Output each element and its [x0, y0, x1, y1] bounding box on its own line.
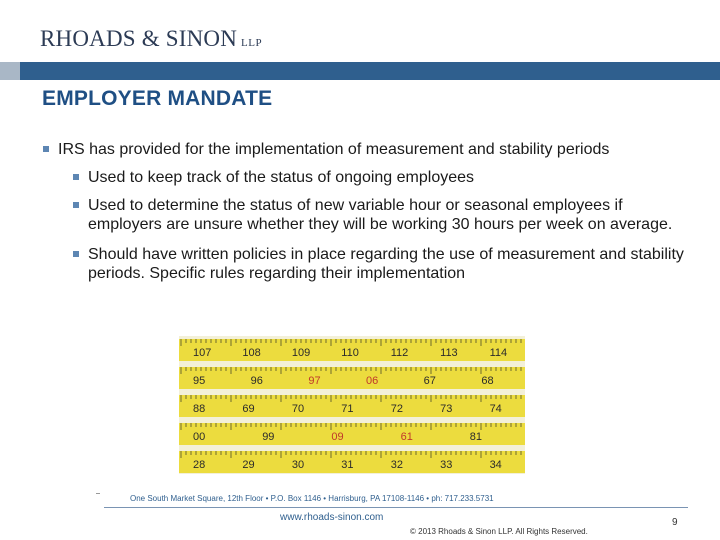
- tape-number: 73: [440, 403, 453, 415]
- logo-name: RHOADS & SINON: [40, 26, 238, 51]
- measuring-tape-photo: [179, 336, 525, 474]
- bullet-square-icon: [73, 202, 79, 208]
- bullet-text: Used to determine the status of new variable hour or seasonal employees if employers are unsure whether they will be working 30 hours per week on average.: [88, 197, 673, 233]
- tape-number: 99: [262, 431, 275, 443]
- tape-number: 107: [193, 347, 212, 359]
- tape-number: 31: [341, 459, 354, 471]
- tape-number: 33: [440, 459, 453, 471]
- bullet-text: Used to keep track of the status of ongoing employees: [88, 169, 475, 186]
- tape-number: 06: [366, 375, 379, 387]
- tape-number: 88: [193, 403, 206, 415]
- logo-suffix: LLP: [241, 37, 263, 49]
- tape-number: 109: [291, 347, 311, 359]
- sub-bullet-item: [42, 168, 692, 187]
- tape-number: 74: [489, 403, 502, 415]
- tape-number: 00: [193, 431, 206, 443]
- sub-bullet-item: [42, 196, 692, 234]
- footer-url: www.rhoads-sinon.com: [280, 512, 384, 523]
- tape-number: 67: [423, 375, 436, 387]
- tape-number: 110: [341, 347, 359, 359]
- tape-number: 108: [242, 347, 261, 359]
- bullet-item: [42, 140, 692, 159]
- tape-number: 28: [193, 459, 206, 471]
- footer-divider: [104, 507, 688, 508]
- tape-number: 97: [308, 375, 321, 387]
- page-number: 9: [672, 517, 678, 528]
- bullet-text: Should have written policies in place regarding the use of measurement and stability periods. Specific rules regarding their implementation: [88, 246, 684, 282]
- header-band-main: [20, 62, 720, 80]
- tape-number: 34: [489, 459, 502, 471]
- tape-number: 112: [390, 347, 409, 359]
- bullet-square-icon: [73, 174, 79, 180]
- tape-number: 30: [291, 459, 305, 471]
- tape-number: 61: [400, 431, 413, 443]
- footer-rule-mark: [96, 493, 100, 494]
- bullet-square-icon: [73, 251, 79, 257]
- tape-number: 09: [331, 431, 344, 443]
- header-band: [0, 62, 720, 80]
- tape-number: 68: [481, 375, 494, 387]
- tape-number: 72: [390, 403, 403, 415]
- header-band-accent: [0, 62, 20, 80]
- bullet-list: [42, 140, 692, 283]
- bullet-square-icon: [43, 146, 49, 152]
- tape-number: 95: [193, 375, 206, 387]
- tape-number: 81: [469, 431, 483, 443]
- tape-number: 113: [440, 347, 458, 359]
- tape-number: 70: [291, 403, 305, 415]
- sub-bullet-item: [42, 245, 692, 283]
- slide-title: EMPLOYER MANDATE: [42, 87, 273, 110]
- tape-number: 96: [250, 375, 263, 387]
- tape-number: 69: [242, 403, 255, 415]
- tape-number: 32: [390, 459, 403, 471]
- tape-number: 114: [489, 347, 508, 359]
- footer-address: One South Market Square, 12th Floor • P.O. Box 1146 • Harrisburg, PA 17108-1146 • ph: 717.233.5731: [130, 494, 494, 503]
- tape-number: 71: [341, 403, 354, 415]
- firm-logo: [40, 26, 262, 52]
- copyright-text: © 2013 Rhoads & Sinon LLP. All Rights Reserved.: [410, 527, 588, 536]
- bullet-text: IRS has provided for the implementation of measurement and stability periods: [58, 141, 610, 158]
- tape-number: 29: [242, 459, 255, 471]
- measuring-tape-illustration: [179, 336, 525, 474]
